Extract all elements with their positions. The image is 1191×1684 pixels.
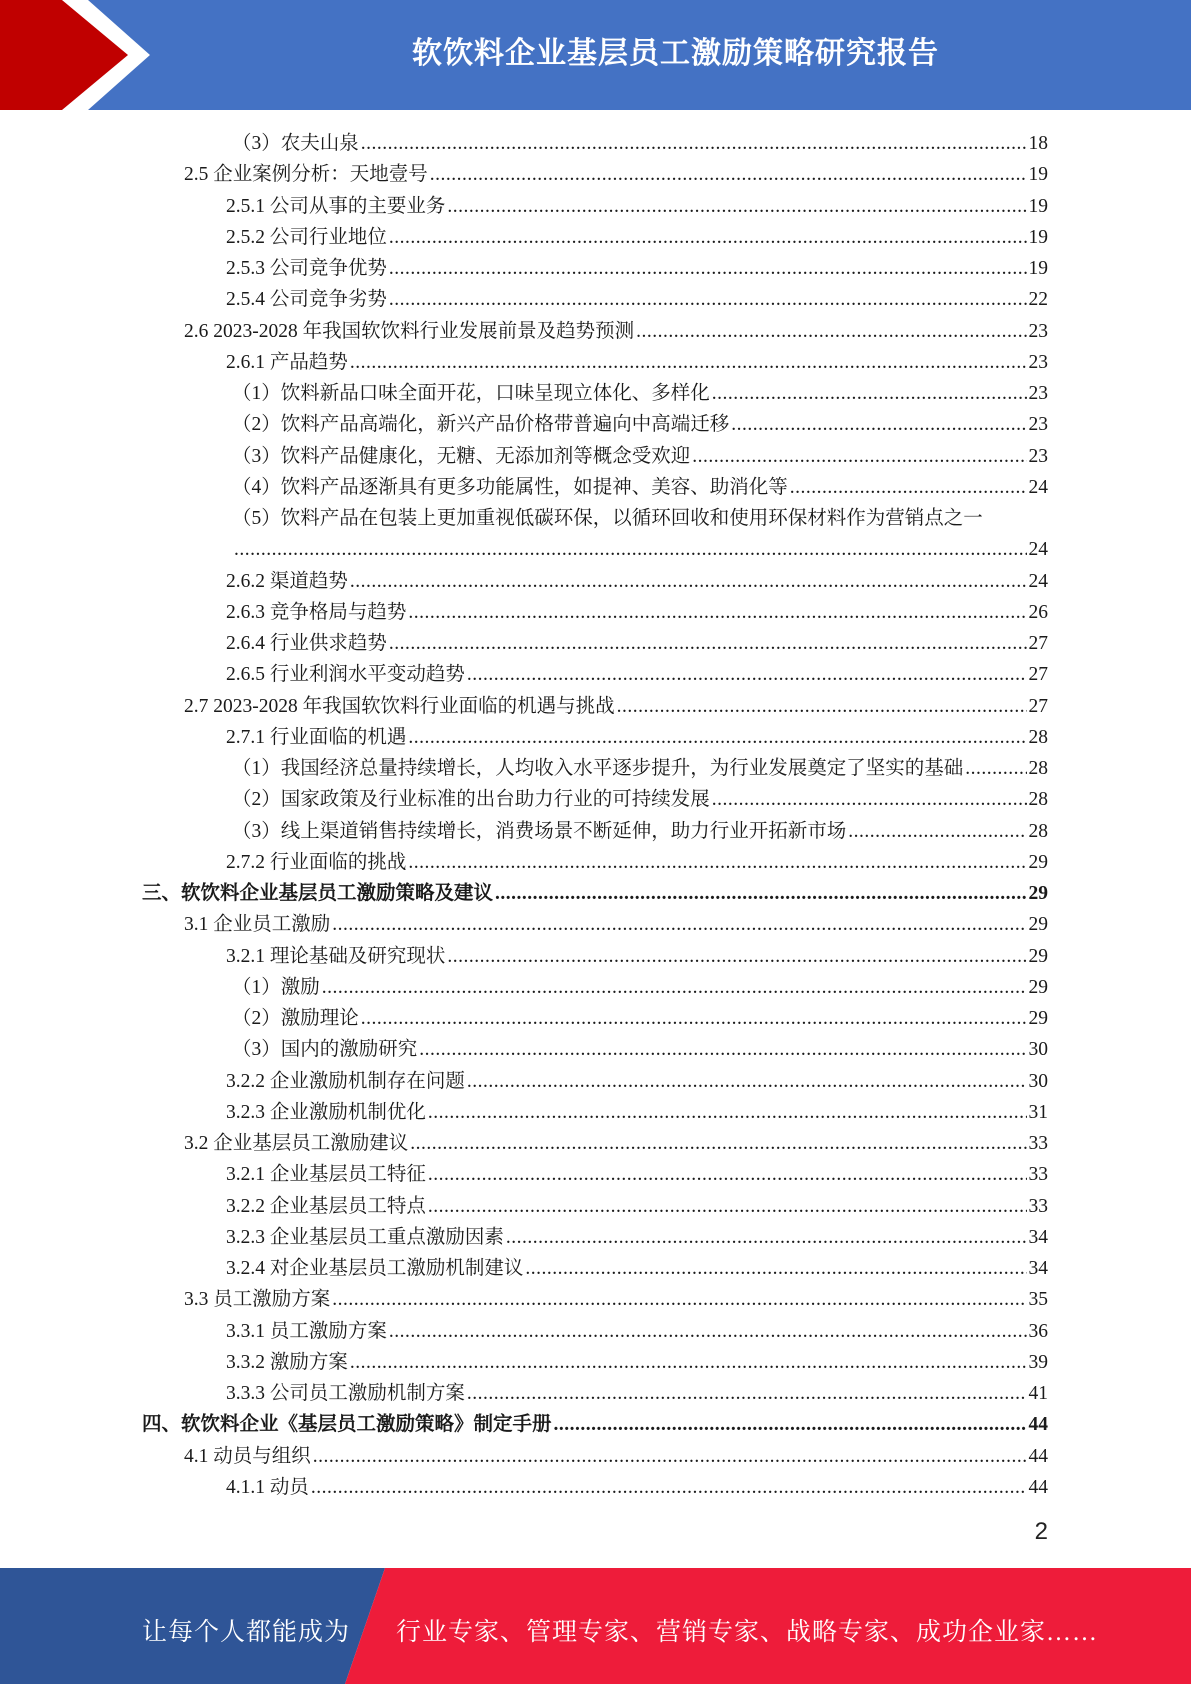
toc-entry-page: 24 [1028, 476, 1048, 498]
toc-leader-dots [389, 253, 1027, 284]
toc-entry-page: 27 [1028, 633, 1048, 654]
toc-entry-title: 3.2 企业基层员工激励建议 [184, 1133, 409, 1154]
toc-entry-title: 3.2.2 企业激励机制存在问题 [226, 1070, 465, 1092]
toc-entry[interactable] [142, 972, 1048, 1003]
toc-entry-page: 30 [1028, 1039, 1048, 1061]
toc-entry-page: 44 [1028, 1445, 1048, 1467]
toc-leader-dots [430, 159, 1027, 190]
toc-entry-title: 3.2.2 企业基层员工特点 [226, 1195, 426, 1217]
toc-entry[interactable] [142, 1441, 1048, 1472]
toc-leader-dots [467, 659, 1027, 690]
toc-leader-dots [389, 1316, 1027, 1347]
toc-entry-page: 29 [1028, 945, 1048, 967]
toc-entry[interactable] [142, 1191, 1048, 1222]
toc-entry[interactable] [142, 1034, 1048, 1065]
toc-leader-dots [389, 284, 1027, 315]
toc-entry[interactable] [142, 128, 1048, 159]
toc-entry[interactable] [142, 941, 1048, 972]
toc-leader-dots [311, 1472, 1027, 1503]
toc-entry-title: 4.1.1 动员 [226, 1476, 309, 1498]
toc-entry-page: 29 [1028, 883, 1048, 904]
toc-entry-title: 2.5.2 公司行业地位 [226, 226, 387, 248]
toc-leader-dots [428, 1097, 1027, 1128]
toc-entry[interactable] [142, 691, 1048, 722]
toc-entry-title: （4）饮料产品逐渐具有更多功能属性，如提神、美容、助消化等 [232, 476, 788, 498]
toc-leader-dots [410, 1128, 1026, 1159]
toc-leader-dots [617, 691, 1027, 722]
toc-leader-dots [467, 1066, 1027, 1097]
toc-leader-dots [495, 878, 1026, 909]
toc-entry-title: （1）我国经济总量持续增长，人均收入水平逐步提升，为行业发展奠定了坚实的基础 [232, 758, 964, 779]
page-number: 2 [1034, 1518, 1048, 1545]
toc-entry-page: 44 [1028, 1476, 1048, 1498]
toc-leader-dots [712, 378, 1027, 409]
toc-leader-dots [467, 1378, 1027, 1409]
toc-entry-page: 41 [1028, 1383, 1048, 1404]
toc-entry[interactable] [142, 722, 1048, 753]
toc-entry[interactable] [142, 191, 1048, 222]
toc-entry[interactable] [142, 847, 1048, 878]
toc-leader-dots [332, 1284, 1026, 1315]
toc-leader-dots [692, 441, 1026, 472]
table-of-contents [142, 128, 1048, 1503]
toc-entry-title: （1）激励 [232, 976, 320, 998]
toc-leader-dots [408, 722, 1026, 753]
toc-entry-page: 30 [1028, 1070, 1048, 1092]
toc-entry-title: 3.2.1 企业基层员工特征 [226, 1164, 426, 1186]
toc-entry[interactable] [142, 441, 1048, 472]
toc-entry[interactable] [142, 316, 1048, 347]
toc-entry[interactable] [142, 1316, 1048, 1347]
toc-entry[interactable] [142, 472, 1048, 503]
toc-entry[interactable] [142, 659, 1048, 690]
page-header [0, 0, 1191, 110]
toc-entry-title: 2.7.2 行业面临的挑战 [226, 851, 407, 873]
toc-entry-title: 2.6.4 行业供求趋势 [226, 633, 387, 654]
toc-entry-title: 3.2.1 理论基础及研究现状 [226, 945, 446, 967]
toc-entry-page: 34 [1028, 1258, 1048, 1279]
toc-entry-title: （3）线上渠道销售持续增长，消费场景不断延伸，助力行业开拓新市场 [232, 820, 847, 842]
toc-leader-dots [636, 316, 1026, 347]
toc-entry-title: 4.1 动员与组织 [184, 1445, 311, 1467]
toc-entry[interactable] [142, 1003, 1048, 1034]
toc-leader-dots [447, 191, 1026, 222]
toc-entry-page: 23 [1028, 320, 1048, 342]
toc-entry-title: 2.5.4 公司竞争劣势 [226, 289, 387, 311]
report-title: 软饮料企业基层员工激励策略研究报告 [412, 36, 939, 71]
toc-leader-dots [234, 534, 1027, 565]
toc-entry-page: 18 [1028, 133, 1048, 154]
toc-entry-page: 27 [1028, 664, 1048, 686]
toc-entry-title: 2.6.1 产品趋势 [226, 351, 348, 373]
toc-entry-title: 2.7 2023-2028 年我国软饮料行业面临的机遇与挑战 [184, 695, 615, 717]
toc-entry-title: 2.6.2 渠道趋势 [226, 570, 348, 592]
footer-slogan-left: 让每个人都能成为 [142, 1619, 351, 1646]
toc-entry-title: （3）饮料产品健康化，无糖、无添加剂等概念受欢迎 [232, 445, 691, 467]
toc-entry-continuation[interactable] [142, 534, 1048, 565]
toc-entry-page: 23 [1028, 414, 1048, 436]
toc-entry-title: 2.5.3 公司竞争优势 [226, 258, 387, 279]
toc-entry-title: 三、软饮料企业基层员工激励策略及建议 [142, 883, 494, 904]
toc-entry-page: 33 [1028, 1195, 1048, 1217]
toc-entry[interactable] [142, 222, 1048, 253]
toc-entry-page: 34 [1028, 1226, 1048, 1248]
toc-leader-dots [554, 1409, 1027, 1440]
toc-entry-title: 2.6.3 竞争格局与趋势 [226, 601, 407, 623]
toc-entry-page: 19 [1028, 226, 1048, 248]
toc-entry-page: 27 [1028, 695, 1048, 717]
toc-entry-page: 33 [1028, 1164, 1048, 1186]
toc-leader-dots [848, 816, 1026, 847]
toc-entry-page: 29 [1028, 914, 1048, 936]
toc-leader-dots [428, 1191, 1027, 1222]
toc-entry[interactable] [142, 566, 1048, 597]
toc-entry-title: 3.2.3 企业基层员工重点激励因素 [226, 1226, 504, 1248]
toc-entry-page: 19 [1028, 195, 1048, 217]
toc-entry[interactable] [142, 1128, 1048, 1159]
toc-entry-page: 31 [1028, 1101, 1048, 1123]
toc-entry-page: 28 [1028, 758, 1048, 779]
toc-leader-dots [361, 128, 1027, 159]
toc-entry-title: 3.2.4 对企业基层员工激励机制建议 [226, 1258, 524, 1279]
toc-leader-dots [332, 909, 1026, 940]
toc-entry[interactable] [142, 816, 1048, 847]
toc-entry-title: （2）国家政策及行业标准的出台助力行业的可持续发展 [232, 789, 710, 811]
toc-entry[interactable] [142, 784, 1048, 815]
toc-leader-dots [389, 628, 1027, 659]
toc-entry-title: 四、软饮料企业《基层员工激励策略》制定手册 [142, 1414, 552, 1436]
toc-entry-page: 33 [1028, 1133, 1048, 1154]
toc-leader-dots [313, 1441, 1027, 1472]
toc-entry-page: 36 [1028, 1320, 1048, 1342]
toc-entry-title: 3.3 员工激励方案 [184, 1289, 331, 1311]
toc-entry[interactable] [142, 503, 1048, 534]
toc-entry-title: 2.6.5 行业利润水平变动趋势 [226, 664, 465, 686]
toc-entry-page: 26 [1028, 601, 1048, 623]
toc-entry[interactable] [142, 409, 1048, 440]
toc-entry-title: 2.7.1 行业面临的机遇 [226, 726, 407, 748]
toc-entry[interactable] [142, 597, 1048, 628]
toc-leader-dots [712, 784, 1027, 815]
toc-entry-page: 22 [1028, 289, 1048, 311]
toc-entry-page: 44 [1028, 1414, 1048, 1436]
toc-entry[interactable] [142, 753, 1048, 784]
toc-leader-dots [322, 972, 1027, 1003]
toc-entry-page: 29 [1028, 851, 1048, 873]
toc-entry[interactable] [142, 1378, 1048, 1409]
toc-entry[interactable] [142, 284, 1048, 315]
toc-entry-page: 28 [1028, 820, 1048, 842]
toc-entry-page: 29 [1028, 976, 1048, 998]
toc-entry-page: 39 [1028, 1351, 1048, 1373]
toc-entry-page: 23 [1028, 383, 1048, 404]
toc-leader-dots [408, 847, 1026, 878]
toc-leader-dots [506, 1222, 1027, 1253]
toc-entry-page: 35 [1028, 1289, 1048, 1311]
toc-leader-dots [408, 597, 1026, 628]
toc-entry[interactable] [142, 1409, 1048, 1440]
toc-entry-title: 3.2.3 企业激励机制优化 [226, 1101, 426, 1123]
toc-entry-page: 24 [1028, 539, 1048, 561]
toc-entry-title: 3.3.3 公司员工激励机制方案 [226, 1383, 465, 1404]
toc-leader-dots [731, 409, 1026, 440]
toc-entry-title: （3）国内的激励研究 [232, 1039, 418, 1061]
toc-entry-page: 24 [1028, 570, 1048, 592]
toc-entry-page: 29 [1028, 1008, 1048, 1029]
toc-entry-title: （2）饮料产品高端化，新兴产品价格带普遍向中高端迁移 [232, 414, 730, 436]
toc-entry[interactable] [142, 1284, 1048, 1315]
toc-entry[interactable] [142, 253, 1048, 284]
toc-leader-dots [428, 1159, 1027, 1190]
toc-entry-title: （1）饮料新品口味全面开花，口味呈现立体化、多样化 [232, 383, 710, 404]
toc-entry[interactable] [142, 159, 1048, 190]
toc-leader-dots [790, 472, 1027, 503]
toc-leader-dots [350, 347, 1027, 378]
toc-entry-title: 2.5 企业案例分析：天地壹号 [184, 164, 428, 186]
toc-entry-page: 28 [1028, 789, 1048, 811]
toc-leader-dots [350, 1347, 1027, 1378]
toc-entry[interactable] [142, 1159, 1048, 1190]
toc-entry[interactable] [142, 1066, 1048, 1097]
toc-entry[interactable] [142, 1222, 1048, 1253]
toc-leader-dots [525, 1253, 1026, 1284]
footer-slogan-right: 行业专家、管理专家、营销专家、战略专家、成功企业家…… [396, 1619, 1099, 1646]
toc-entry-title: 3.1 企业员工激励 [184, 914, 331, 936]
toc-entry-title: 3.3.1 员工激励方案 [226, 1320, 387, 1342]
toc-entry-title: （2）激励理论 [232, 1008, 359, 1029]
toc-entry-title: 2.5.1 公司从事的主要业务 [226, 195, 446, 217]
toc-entry[interactable] [142, 1347, 1048, 1378]
toc-entry-title: （3）农夫山泉 [232, 133, 359, 154]
toc-entry-page: 23 [1028, 351, 1048, 373]
toc-leader-dots [419, 1034, 1026, 1065]
toc-leader-dots [361, 1003, 1027, 1034]
toc-entry-page: 23 [1028, 445, 1048, 467]
toc-entry[interactable] [142, 628, 1048, 659]
page-footer [0, 1568, 1191, 1684]
toc-entry-page: 19 [1028, 258, 1048, 279]
toc-entry[interactable] [142, 909, 1048, 940]
toc-leader-dots [350, 566, 1027, 597]
toc-entry[interactable] [142, 1472, 1048, 1503]
toc-entry-page: 28 [1028, 726, 1048, 748]
toc-entry-title: （5）饮料产品在包装上更加重视低碳环保，以循环回收和使用环保材料作为营销点之一 [232, 508, 983, 529]
toc-entry-title: 2.6 2023-2028 年我国软饮料行业发展前景及趋势预测 [184, 320, 635, 342]
toc-leader-dots [447, 941, 1026, 972]
toc-entry[interactable] [142, 378, 1048, 409]
toc-entry-title: 3.3.2 激励方案 [226, 1351, 348, 1373]
toc-entry[interactable] [142, 878, 1048, 909]
toc-entry[interactable] [142, 1253, 1048, 1284]
toc-leader-dots [965, 753, 1026, 784]
toc-entry-page: 19 [1028, 164, 1048, 186]
toc-entry[interactable] [142, 1097, 1048, 1128]
toc-leader-dots [389, 222, 1027, 253]
toc-entry[interactable] [142, 347, 1048, 378]
